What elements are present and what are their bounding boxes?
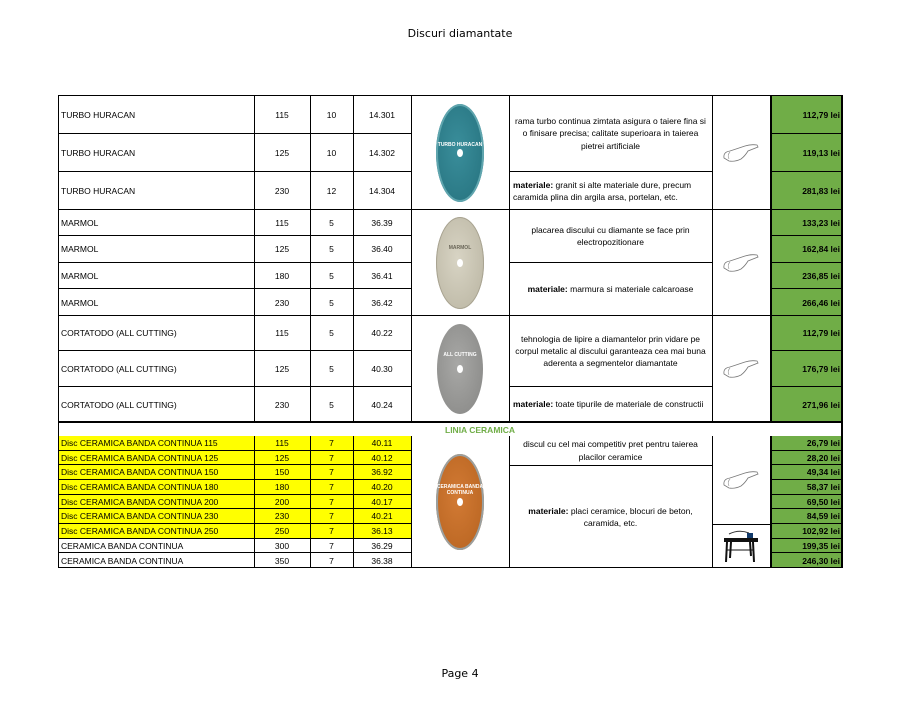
diameter: 115 xyxy=(254,316,310,351)
product-name: CERAMICA BANDA CONTINUA xyxy=(61,555,184,566)
diameter: 125 xyxy=(254,451,310,465)
price: 58,37 lei xyxy=(770,480,842,495)
segment-height: 5 xyxy=(310,263,353,289)
product-code: 14.302 xyxy=(353,134,411,172)
group-ceramica xyxy=(58,436,842,568)
product-name: MARMOL xyxy=(58,210,254,236)
product-name: Disc CERAMICA BANDA CONTINUA 115 xyxy=(58,436,254,451)
product-code: 36.92 xyxy=(353,465,411,480)
price: 236,85 lei xyxy=(770,263,842,289)
ceramica-disc-image xyxy=(411,436,509,568)
product-code: 40.12 xyxy=(353,451,411,465)
product-code: 40.22 xyxy=(353,316,411,351)
diameter: 230 xyxy=(274,186,290,196)
price: 112,79 lei xyxy=(770,316,842,351)
diameter: 125 xyxy=(254,351,310,387)
product-description: rama turbo continua zimtata asigura o taiere fina si o finisare precisa; calitate superioara in taierea pietrei artificiale xyxy=(509,96,712,172)
disc-icon: ALL CUTTING xyxy=(437,324,483,414)
diameter: 250 xyxy=(254,524,310,539)
all-cutting-disc-image xyxy=(411,316,509,422)
product-name: TURBO HURACAN xyxy=(58,134,254,172)
product-description: placarea discului cu diamante se face prin electropozitionare xyxy=(509,210,712,263)
page-title: Discuri diamantate xyxy=(407,27,513,40)
product-name: Disc CERAMICA BANDA CONTINUA 150 xyxy=(58,465,254,480)
product-code: 14.301 xyxy=(353,96,411,134)
segment-height: 7 xyxy=(310,509,353,524)
segment-height: 10 xyxy=(310,134,353,172)
price: 26,79 lei xyxy=(770,436,842,451)
marmol-disc-image xyxy=(411,210,509,316)
segment-height: 7 xyxy=(310,465,353,480)
product-code: 40.30 xyxy=(353,351,411,387)
product-name: CORTATODO (ALL CUTTING) xyxy=(61,399,177,410)
product-name: Disc CERAMICA BANDA CONTINUA 200 xyxy=(58,495,254,509)
product-name: Disc CERAMICA BANDA CONTINUA 250 xyxy=(58,524,254,539)
diameter: 115 xyxy=(254,436,310,451)
segment-height: 5 xyxy=(310,351,353,387)
product-name: CORTATODO (ALL CUTTING) xyxy=(58,351,254,387)
price: 162,84 lei xyxy=(770,236,842,263)
group-turbo xyxy=(58,95,842,210)
product-code: 40.20 xyxy=(353,480,411,495)
price: 281,83 lei xyxy=(770,172,842,210)
product-code: 14.304 xyxy=(369,186,395,196)
product-name: CORTATODO (ALL CUTTING) xyxy=(58,316,254,351)
page-number: Page 4 xyxy=(441,667,479,680)
product-name: TURBO HURACAN xyxy=(61,186,136,196)
segment-height: 5 xyxy=(310,210,353,236)
turbo-huracan-disc-image xyxy=(411,96,509,210)
price: 176,79 lei xyxy=(770,351,842,387)
diameter: 125 xyxy=(254,134,310,172)
segment-height: 7 xyxy=(310,539,353,553)
product-description: discul cu cel mai competitiv pret pentru taierea placilor ceramice xyxy=(509,436,712,466)
product-name: Disc CERAMICA BANDA CONTINUA 125 xyxy=(58,451,254,465)
product-code: 40.21 xyxy=(353,509,411,524)
product-name: Disc CERAMICA BANDA CONTINUA 230 xyxy=(58,509,254,524)
diameter: 115 xyxy=(254,96,310,134)
product-code: 36.38 xyxy=(371,555,393,566)
segment-height: 7 xyxy=(310,495,353,509)
group-cortatodo xyxy=(58,315,842,422)
price: 28,20 lei xyxy=(770,451,842,465)
product-name: CERAMICA BANDA CONTINUA xyxy=(58,539,254,553)
price: 49,34 lei xyxy=(770,465,842,480)
segment-height: 7 xyxy=(310,480,353,495)
diameter: 300 xyxy=(254,539,310,553)
price: 102,92 lei xyxy=(770,524,842,539)
segment-height: 7 xyxy=(310,524,353,539)
segment-height: 5 xyxy=(310,236,353,263)
disc-icon: TURBO HURACAN xyxy=(436,104,484,202)
product-code: 40.17 xyxy=(353,495,411,509)
product-code: 36.29 xyxy=(353,539,411,553)
price: 112,79 lei xyxy=(770,96,842,134)
product-name: TURBO HURACAN xyxy=(58,96,254,134)
price: 133,23 lei xyxy=(770,210,842,236)
product-code: 36.42 xyxy=(371,297,393,308)
materials-note: materiale: placi ceramice, blocuri de beton, caramida, etc. xyxy=(509,466,712,568)
diameter: 230 xyxy=(274,297,290,308)
angle-grinder-icon xyxy=(712,436,770,525)
materials-note: materiale: granit si alte materiale dure, precum caramida plina din argila arsa, portelan, etc. xyxy=(513,179,692,202)
materials-note: materiale: toate tipurile de materiale de constructii xyxy=(513,399,704,410)
materials-note: materiale: marmura si materiale calcaroase xyxy=(527,284,694,295)
segment-height: 12 xyxy=(326,186,337,196)
diameter: 180 xyxy=(254,263,310,289)
diameter: 350 xyxy=(274,555,290,566)
diameter: 115 xyxy=(254,210,310,236)
diameter: 230 xyxy=(254,509,310,524)
product-name: Disc CERAMICA BANDA CONTINUA 180 xyxy=(58,480,254,495)
segment-height: 7 xyxy=(310,436,353,451)
diameter: 200 xyxy=(254,495,310,509)
segment-height: 10 xyxy=(310,96,353,134)
product-name: MARMOL xyxy=(58,263,254,289)
disc-icon: CERAMICA BANDA CONTINUA xyxy=(436,454,484,550)
angle-grinder-icon xyxy=(712,96,770,210)
segment-height: 5 xyxy=(329,297,334,308)
segment-height: 7 xyxy=(329,555,334,566)
product-code: 40.24 xyxy=(371,399,393,410)
product-code: 36.41 xyxy=(353,263,411,289)
section-title: LINIA CERAMICA xyxy=(445,424,516,435)
price: 271,96 lei xyxy=(770,387,842,422)
price: 69,50 lei xyxy=(770,495,842,509)
diameter: 230 xyxy=(274,399,290,410)
product-name: MARMOL xyxy=(58,236,254,263)
product-code: 40.11 xyxy=(353,436,411,451)
price: 119,13 lei xyxy=(770,134,842,172)
angle-grinder-icon xyxy=(712,316,770,422)
segment-height: 5 xyxy=(310,316,353,351)
price: 246,30 lei xyxy=(770,553,842,568)
disc-icon: MARMOL xyxy=(436,217,484,309)
diameter: 150 xyxy=(254,465,310,480)
product-description: tehnologia de lipire a diamantelor prin vidare pe corpul metalic al discului garanteaza cea mai buna aderenta a segmentelor diamantate xyxy=(509,316,712,387)
price: 266,46 lei xyxy=(770,289,842,316)
diameter: 180 xyxy=(254,480,310,495)
product-name: MARMOL xyxy=(61,297,99,308)
segment-height: 7 xyxy=(310,451,353,465)
diameter: 125 xyxy=(254,236,310,263)
angle-grinder-icon xyxy=(712,210,770,316)
group-marmol xyxy=(58,209,842,316)
price: 84,59 lei xyxy=(770,509,842,524)
product-code: 36.13 xyxy=(353,524,411,539)
price: 199,35 lei xyxy=(770,539,842,553)
tile-saw-table-icon xyxy=(712,525,770,568)
segment-height: 5 xyxy=(329,399,334,410)
product-code: 36.40 xyxy=(353,236,411,263)
product-code: 36.39 xyxy=(353,210,411,236)
